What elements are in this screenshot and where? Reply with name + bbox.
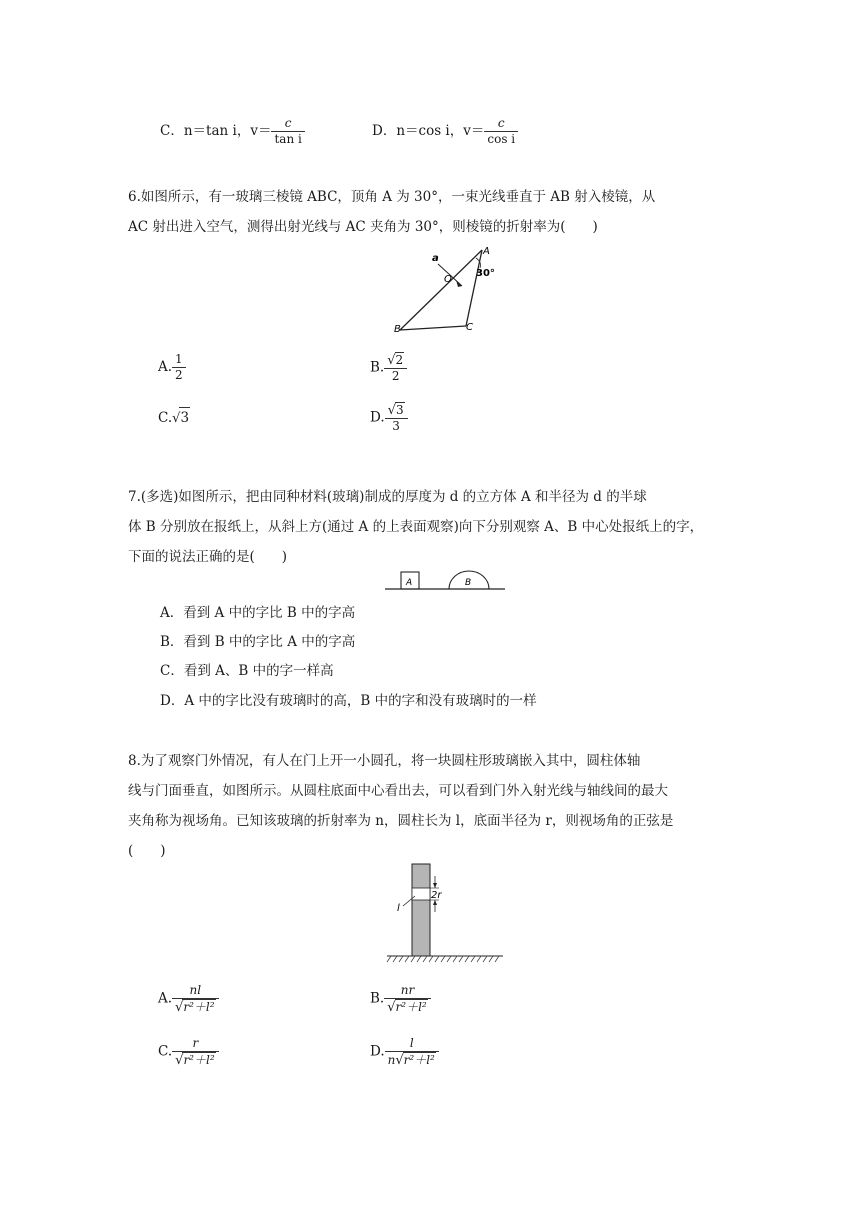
q8-door-figure bbox=[385, 862, 507, 966]
q8-option-c: C. $\frac{r}{\text{√r²＋l²}}$ bbox=[158, 1036, 219, 1068]
q8-option-b: B. $\frac{nr}{\text{√r²＋l²}}$ bbox=[370, 983, 431, 1015]
q6-option-b: B. $\frac{√2}{2}$ bbox=[370, 352, 407, 384]
q6-option-c: C.√3 bbox=[158, 407, 190, 429]
q6-label-A: A bbox=[483, 246, 490, 257]
q7-option-a: A．看到 A 中的字比 B 中的字高 bbox=[160, 605, 356, 621]
q8-option-d: D. $\frac{l}{\text{n√r²＋l²}}$ bbox=[370, 1036, 439, 1068]
q6-stem: 6.如图所示，有一玻璃三棱镜 ABC，顶角 A 为 30°，一束光线垂直于 AB 射入棱镜，从 AC 射出进入空气，测得出射光线与 AC 夹角为 30°，则棱镜的折射率为( ) bbox=[128, 189, 656, 235]
q8-label-2r: 2r bbox=[431, 890, 442, 901]
q6-label-B: B bbox=[394, 324, 401, 335]
q6-option-d: D. $\frac{√3}{3}$ bbox=[370, 402, 408, 434]
q7-label-B: B bbox=[465, 578, 472, 588]
q6-prism-figure bbox=[390, 244, 500, 336]
q6-label-C: C bbox=[466, 322, 473, 333]
q7-cube-hemisphere-figure bbox=[385, 568, 507, 594]
q8-stem: 8.为了观察门外情况，有人在门上开一小圆孔，将一块圆柱形玻璃嵌入其中，圆柱体轴 线与门面垂直，如图所示。从圆柱底面中心看出去，可以看到门外入射光线与轴线间的最大 夹角称为视场角。已知该玻璃的折射率为 n，圆柱长为 l，底面半径为 r，则视场角的正弦是 ( ) bbox=[128, 753, 674, 859]
q5-option-c: C．n＝tan i，v＝ $\frac{c}{\text{tan i}}$ bbox=[160, 116, 305, 147]
q5-option-d: D．n＝cos i，v＝ $\frac{c}{\text{cos i}}$ bbox=[372, 116, 518, 147]
q8-option-a: A. $\frac{nl}{\text{√r²＋l²}}$ bbox=[158, 983, 219, 1015]
q7-label-A: A bbox=[406, 578, 413, 588]
q7-option-b: B．看到 B 中的字比 A 中的字高 bbox=[160, 634, 356, 650]
q6-label-angle: 30° bbox=[476, 268, 495, 279]
q6-option-a: A. $\frac{1}{2}$ bbox=[158, 352, 186, 383]
q7-option-d: D．A 中的字比没有玻璃时的高，B 中的字和没有玻璃时的一样 bbox=[160, 693, 537, 709]
q6-label-a: a bbox=[432, 253, 439, 264]
q7-stem: 7.(多选)如图所示，把由同种材料(玻璃)制成的厚度为 d 的立方体 A 和半径为 d 的半球 体 B 分别放在报纸上，从斜上方(通过 A 的上表面观察)向下分别观察 A、B 中心处报纸上的字， 下面的说法正确的是( ) bbox=[128, 489, 704, 565]
q8-label-l: l bbox=[397, 903, 400, 914]
q7-option-c: C．看到 A、B 中的字一样高 bbox=[160, 663, 334, 679]
q6-label-O: O bbox=[444, 274, 452, 285]
